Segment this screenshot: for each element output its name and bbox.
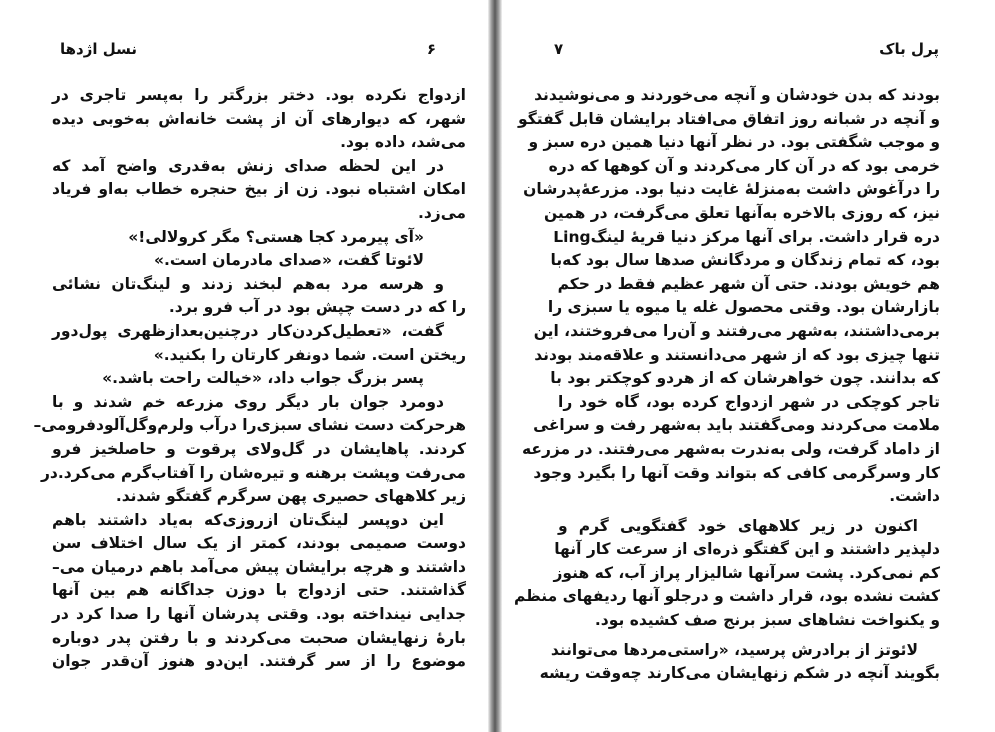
text-line: بارهٔ زنهایشان صحبت می‌کردند و با رفتن پدر دوباره [52, 628, 466, 647]
text-line: شهر، که دیوارهای آن از پشت خانه‌اش به‌خوبی دیده [52, 109, 466, 128]
text-line: تاجر کوچکی در شهر ازدواج کرده بود، گاه خود را [558, 392, 940, 411]
text-line: جدایی نینداخته بود. وقتی پدرشان آنها را صدا کرد در [52, 605, 466, 624]
text-line: می‌زد. [417, 203, 466, 222]
text-line: لائوتز از برادرش پرسید، «راستی‌مردها می‌توانند [550, 640, 918, 659]
text-line: موضوع را از سر گرفتند. این‌دو هنوز آن‌قدر جوان [52, 652, 466, 671]
text-line: دره قرار داشت. برای آنها مرکز دنیا قریهٔ لینگ‌Ling [553, 227, 940, 246]
text-line: کردند. پاهایشان در گل‌ولای پرقوت و حاصلخیز فرو [52, 439, 466, 458]
text-line: لائوتا گفت، «صدای مادرمان است.» [153, 251, 424, 270]
left-page-title: نسل اژدها [60, 40, 138, 58]
right-page-header [554, 40, 939, 64]
text-line: و آنچه در شبانه روز اتفاق می‌افتاد برایشان قابل گفتگو [518, 109, 940, 128]
text-line: هرحرکت دست نشای سبزی‌را درآب ولرم‌وگل‌آلودفرومی– [33, 416, 466, 435]
book-gutter [488, 0, 502, 732]
text-line: می‌رفت وپشت برهنه و تیره‌شان را آفتاب‌گرم می‌کرد.در [40, 463, 466, 482]
text-line: خرمی بود که در آن کار می‌کردند و آن کوهها که دره [548, 156, 940, 175]
text-line: برمی‌داشتند، به‌شهر می‌رفتند و آن‌را می‌فروختند، این [533, 321, 940, 340]
right-page-text [514, 84, 940, 686]
right-page [502, 0, 995, 732]
text-line: بودند که بدن خودشان و آنچه می‌خوردند و می‌نوشیدند [534, 86, 940, 104]
text-line: نیز، که روزی بالاخره به‌آنها تعلق می‌گرفت، در همین [543, 203, 940, 222]
text-line: بازارشان بود. وقتی محصول غله یا میوه یا سبزی را [547, 298, 940, 317]
text-line: گذاشتند. حتی ازدواج با دوزن جداگانه هم بین آنها [52, 581, 466, 600]
right-page-title: پرل باک [879, 40, 939, 58]
text-line: داشت. [889, 487, 940, 506]
text-line: دوست صمیمی بودند، کمتر از یک سال اختلاف سن [52, 534, 466, 553]
text-line: بود، که تمام زندگان و مردگانش صدها سال بود که‌با [550, 251, 940, 270]
left-page-number: ۶ [426, 40, 436, 58]
left-page-header [60, 40, 436, 64]
text-line: و هرسه مرد به‌هم لبخند زدند و لینگ‌تان نشائی [52, 274, 444, 293]
text-line: دومرد جوان بار دیگر روی مزرعه خم شدند و با [52, 392, 444, 411]
left-page [0, 0, 488, 732]
text-line: را درآغوش داشت به‌منزلهٔ غایت دنیا بود. مزرعهٔ‌پدرشان [523, 180, 940, 199]
text-line: در این لحظه صدای زنش به‌قدری واضح آمد که [52, 156, 444, 175]
text-line: ازدواج نکرده بود. دختر بزرگتر را به‌پسر تاجری در [52, 86, 466, 104]
text-line: را که در دست چپش بود در آب فرو برد. [168, 298, 466, 317]
text-line: می‌شد، داده بود. [340, 133, 466, 152]
right-page-number: ۷ [554, 40, 564, 58]
text-line: زیر کلاههای حصیری پهن سرگرم گفتگو شدند. [115, 487, 466, 506]
text-line: هم خویش بودند. حتی آن شهر عظیم فقط در حکم [557, 274, 940, 293]
text-line: تنها چیزی بود که از شهر می‌دانستند و علاقه‌مند بودند [534, 345, 940, 364]
text-line: پسر بزرگ جواب داد، «خیالت راحت باشد.» [102, 369, 424, 388]
text-line: از داماد گرفت، ولی به‌ندرت به‌شهر می‌رفتند. در مزرعه [522, 439, 940, 458]
text-line: دلپذیر داشتند و این گفتگو ذره‌ای از سرعت کار آنها [554, 540, 940, 559]
text-line: ریختن است. شما دونفر کارتان را بکنید.» [153, 345, 466, 364]
text-line: کار وسرگرمی کافی که بتواند وقت آنها را بگیرد وجود [533, 463, 940, 482]
text-line: ملامت می‌کردند ومی‌گفتند باید به‌شهر رفت و سراغی [533, 416, 940, 435]
left-page-text [33, 84, 466, 674]
text-line: کم نمی‌کرد. پشت سرآنها شالیزار پراز آب، که هنوز [553, 563, 940, 582]
text-line: «آی پیرمرد کجا هستی؟ مگر کرولالی!» [128, 227, 424, 246]
text-line: که بدانند. چون خواهرشان که از هردو کوچکتر بود با [550, 369, 940, 388]
text-line: امکان اشتباه نبود. زن از بیخ حنجره خطاب به‌او فریاد [52, 180, 466, 199]
text-line: بگویند آنچه در شکم زنهایشان می‌کارند چه‌وقت ریشه [539, 664, 940, 683]
text-line: این دوپسر لینگ‌تان ازروزی‌که به‌یاد داشتند باهم [52, 510, 444, 529]
text-line: و موجب شگفتی بود. در نظر آنها دنیا همین دره سبز و [528, 133, 940, 152]
text-line: گفت، «تعطیل‌کردن‌کار درچنین‌بعدازظهری پول‌دور [52, 321, 444, 340]
text-line: اکنون در زیر کلاههای خود گفتگویی گرم و [558, 516, 918, 535]
text-line: کشت نشده بود، قرار داشت و درجلو آنها ردیفهای منظم [514, 587, 940, 606]
text-line: و یکنواخت نشاهای سبز برنج صف کشیده بود. [594, 611, 940, 630]
text-line: داشتند و هرچه برایشان پیش می‌آمد باهم درمیان می– [52, 557, 466, 576]
